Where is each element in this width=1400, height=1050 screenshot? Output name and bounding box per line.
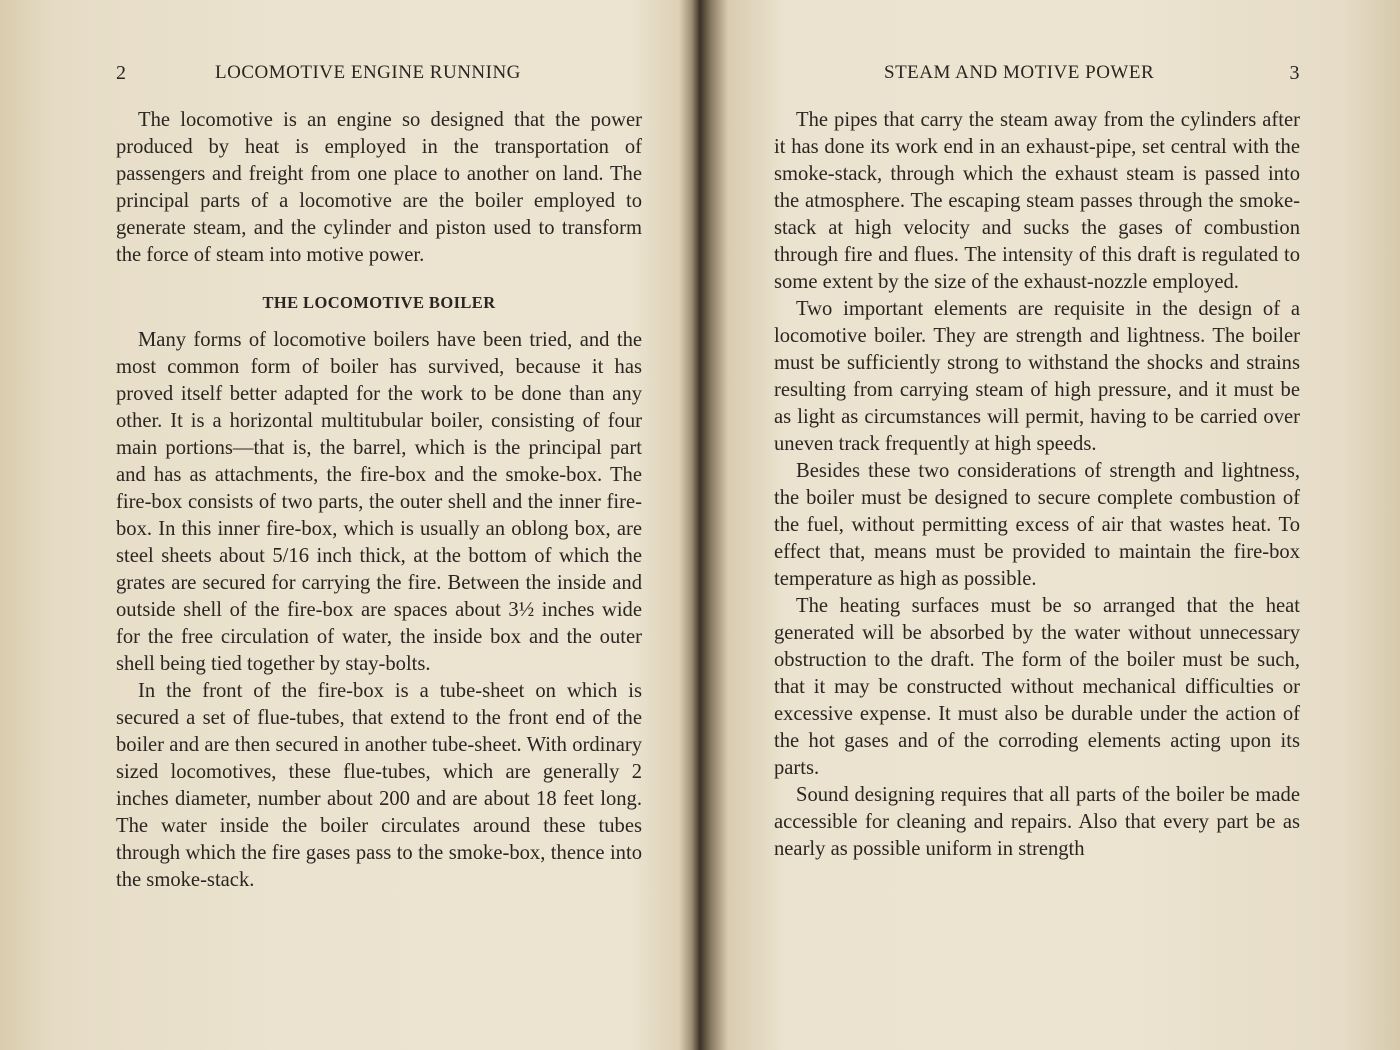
right-paragraph-5: Sound designing requires that all parts of the boiler be made accessible for cleaning and repairs. Also that every part be as nearly as possible uniform in strength (774, 784, 1300, 860)
right-paragraph-4: The heating surfaces must be so arranged that the heat generated will be absorbed by the water without unnecessary obstruction to the draft. The form of the boiler must be such, that it may be constructed without mechanical difficulties or excessive expense. It must also be durable under the action of the hot gases and of the corroding elements acting upon its parts. (774, 595, 1300, 779)
right-paragraph-3: Besides these two considerations of strength and lightness, the boiler must be designed to secure complete combustion of the fuel, without permitting excess of air that wastes heat. To effect that, means must be provided to maintain the fire-box temperature as high as possible. (774, 460, 1300, 590)
left-page-number: 2 (116, 62, 127, 84)
right-running-head (774, 62, 1300, 88)
right-page-body (774, 107, 1300, 863)
right-paragraph-2: Two important elements are requisite in the design of a locomotive boiler. They are strength and lightness. The boiler must be sufficiently strong to withstand the shocks and strains resulting from carrying steam of high pressure, and it must be as light as circumstances will permit, having to be carried over uneven track frequently at high speeds. (774, 298, 1300, 455)
left-running-title: LOCOMOTIVE ENGINE RUNNING (215, 62, 521, 83)
left-running-head (116, 62, 642, 88)
left-paragraph-3: In the front of the fire-box is a tube-sheet on which is secured a set of flue-tubes, that extend to the front end of the boiler and are then secured in another tube-sheet. With ordinary sized locomotives, these flue-tubes, which are generally 2 inches diameter, number about 200 and are about 18 feet long. The water inside the boiler circulates around these tubes through which the fire gases pass to the smoke-box, thence into the smoke-stack. (116, 680, 642, 891)
right-page (774, 0, 1300, 1050)
left-paragraph-2: Many forms of locomotive boilers have been tried, and the most common form of boiler has survived, because it has proved itself better adapted for the work to be done than any other. It is a horizontal multitubular boiler, consisting of four main portions—that is, the barrel, which is the principal part and has as attachments, the fire-box and the smoke-box. The fire-box consists of two parts, the outer shell and the inner fire-box. In this inner fire-box, which is usually an oblong box, are steel sheets about 5/16 inch thick, at the bottom of which the grates are secured for carrying the fire. Between the inside and outside shell of the fire-box are spaces about 3½ inches wide for the free circulation of water, the inside box and the outer shell being tied together by stay-bolts. (116, 329, 642, 675)
section-heading: THE LOCOMOTIVE BOILER (262, 293, 496, 312)
right-paragraph-1: The pipes that carry the steam away from the cylinders after it has done its work end in an exhaust-pipe, set central with the smoke-stack, through which the exhaust steam is passed into the atmosphere. The escaping steam passes through the smoke-stack at high velocity and sucks the gases of combustion through fire and flues. The intensity of this draft is regulated to some extent by the size of the exhaust-nozzle employed. (774, 109, 1300, 293)
left-paragraph-1: The locomotive is an engine so designed that the power produced by heat is employed in the transportation of passengers and freight from one place to another on land. The principal parts of a locomotive are the boiler employed to generate steam, and the cylinder and piston used to transform the force of steam into motive power. (116, 109, 642, 266)
right-page-number: 3 (1289, 62, 1300, 84)
left-page (116, 0, 642, 1050)
right-running-title: STEAM AND MOTIVE POWER (884, 62, 1155, 83)
left-page-body (116, 107, 642, 894)
